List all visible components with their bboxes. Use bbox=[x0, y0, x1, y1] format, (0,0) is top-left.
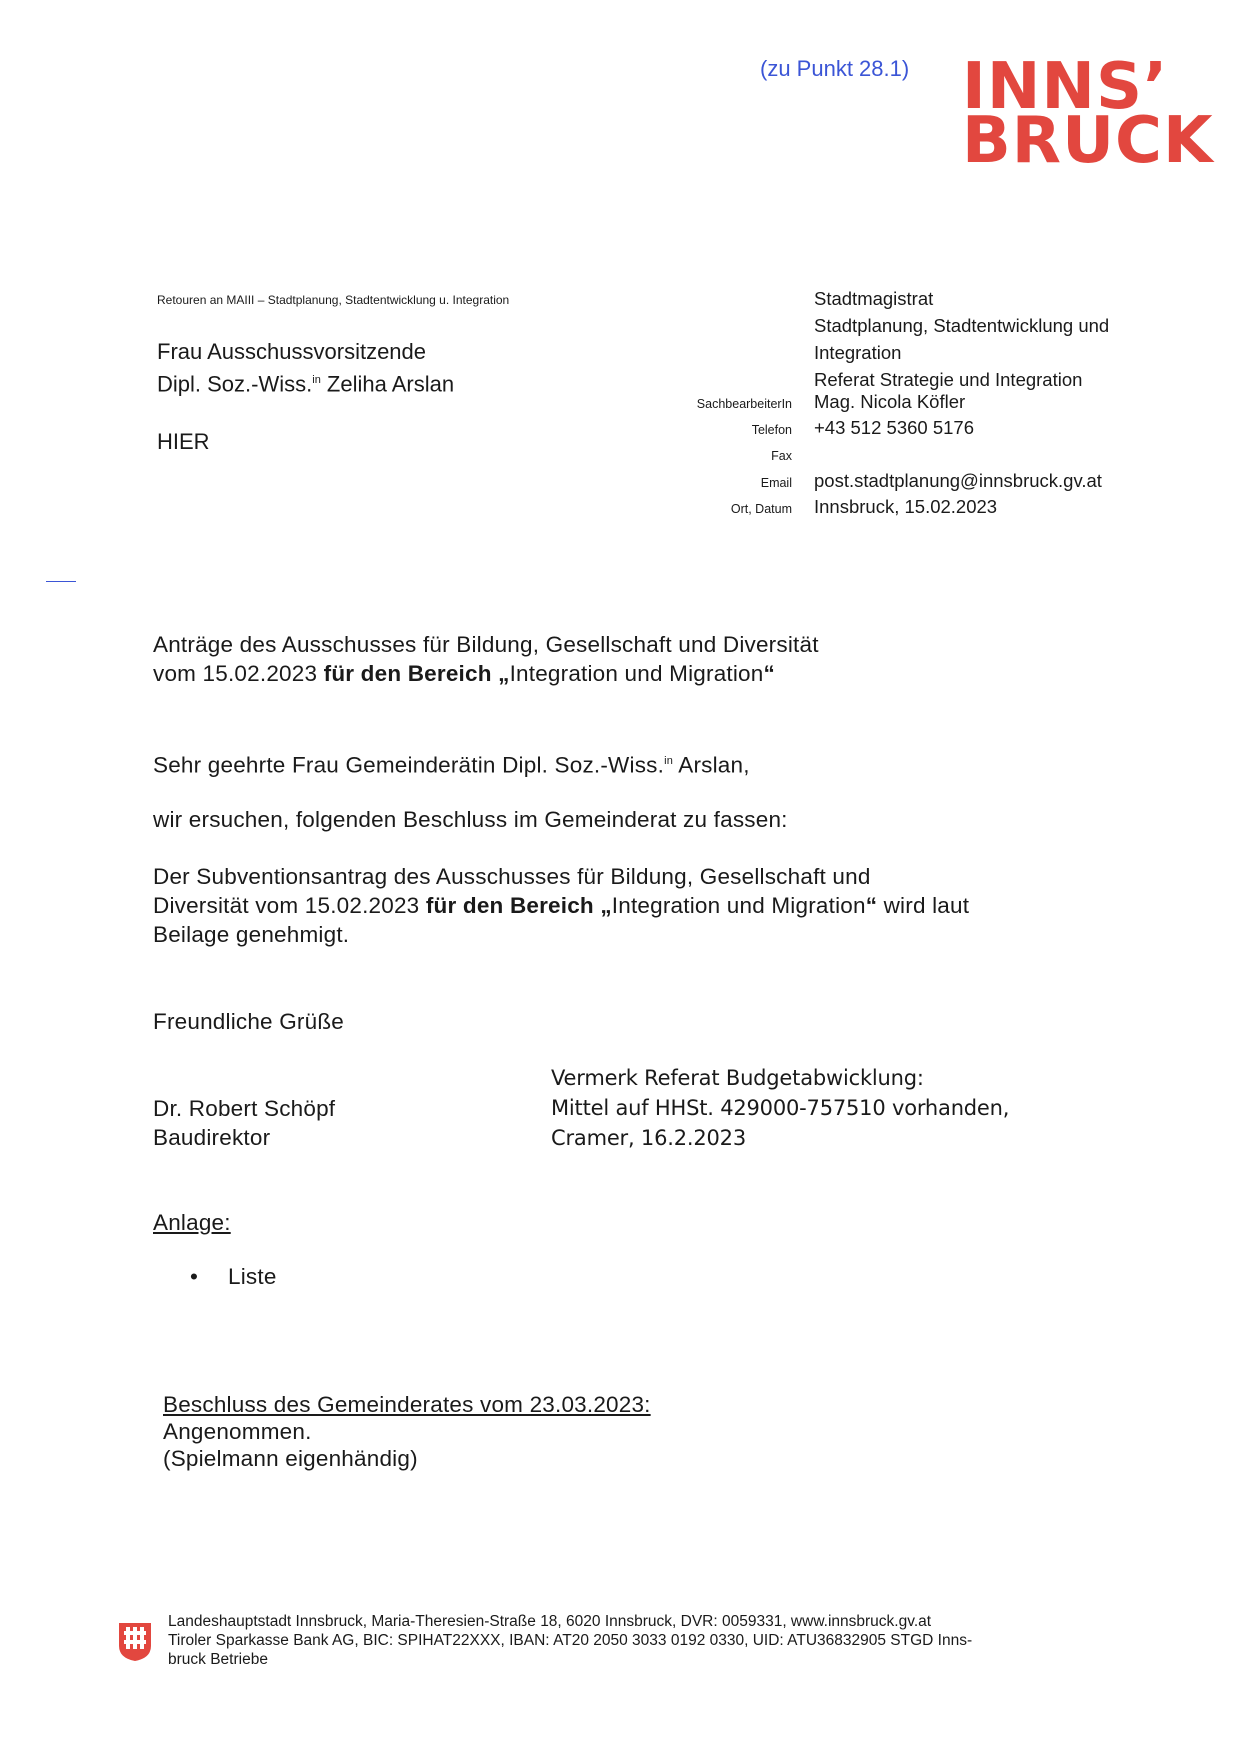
recipient-line-3: HIER bbox=[157, 429, 210, 455]
value-email: post.stadtplanung@innsbruck.gv.at bbox=[814, 470, 1102, 491]
value-place-date: Innsbruck, 15.02.2023 bbox=[814, 496, 998, 517]
sender-organisation bbox=[814, 285, 1109, 393]
sender-org-4: Referat Strategie und Integration bbox=[814, 369, 1083, 390]
city-crest-icon bbox=[118, 1622, 152, 1662]
recipient-block bbox=[157, 337, 454, 456]
label-fax: Fax bbox=[771, 449, 792, 463]
salutation: Sehr geehrte Frau Gemeinderätin Dipl. Soz.-Wiss.$^{in}$ Arslan, bbox=[153, 752, 750, 778]
resolution-line-2: Diversität vom 15.02.2023 für den Bereich „Integration und Migration“ wird laut bbox=[153, 893, 970, 918]
attachment-item-label: Liste bbox=[228, 1264, 277, 1289]
innsbruck-logo bbox=[962, 50, 1214, 178]
attachment-item bbox=[190, 1262, 277, 1291]
resolution-line-1: Der Subventionsantrag des Ausschusses für Bildung, Gesellschaft und bbox=[153, 864, 871, 889]
footer bbox=[168, 1612, 972, 1669]
sender-org-1: Stadtmagistrat bbox=[814, 288, 934, 309]
budget-note-line-2: Mittel auf HHSt. 429000-757510 vorhanden, bbox=[551, 1096, 1010, 1120]
budget-note-line-1: Vermerk Referat Budgetabwicklung: bbox=[551, 1066, 924, 1090]
fold-mark bbox=[46, 581, 76, 582]
agenda-reference: (zu Punkt 28.1) bbox=[760, 56, 910, 81]
footer-line-3: bruck Betriebe bbox=[168, 1651, 268, 1668]
resolution-text bbox=[153, 862, 969, 949]
recipient-line-1: Frau Ausschussvorsitzende bbox=[157, 339, 427, 364]
budget-note bbox=[551, 1063, 1009, 1153]
sender-org-2: Stadtplanung, Stadtentwicklung und bbox=[814, 315, 1110, 336]
label-email: Email bbox=[760, 476, 792, 490]
footer-line-2: Tiroler Sparkasse Bank AG, BIC: SPIHAT22XXX, IBAN: AT20 2050 3033 0192 0330, UID: ATU36832905 STGD Inns- bbox=[168, 1632, 973, 1649]
request-text: wir ersuchen, folgenden Beschluss im Gemeinderat zu fassen: bbox=[153, 807, 788, 832]
label-phone: Telefon bbox=[751, 423, 792, 437]
subject bbox=[153, 630, 819, 688]
signer-title: Baudirektor bbox=[153, 1125, 271, 1150]
council-decision bbox=[163, 1391, 651, 1472]
label-clerk: SachbearbeiterIn bbox=[696, 397, 792, 411]
logo-line-1: INNS’ bbox=[962, 50, 1169, 124]
recipient-line-2: Dipl. Soz.-Wiss.$^{in}$ Zeliha Arslan bbox=[157, 371, 455, 397]
resolution-line-3: Beilage genehmigt. bbox=[153, 922, 350, 947]
subject-line-2: vom 15.02.2023 für den Bereich „Integration und Migration“ bbox=[153, 661, 775, 686]
council-decision-result: Angenommen. bbox=[163, 1419, 312, 1444]
subject-line-1: Anträge des Ausschusses für Bildung, Gesellschaft und Diversität bbox=[153, 632, 819, 657]
value-clerk: Mag. Nicola Köfler bbox=[814, 391, 966, 412]
sender-org-3: Integration bbox=[814, 342, 902, 363]
return-address-line: Retouren an MAIII – Stadtplanung, Stadtentwicklung u. Integration bbox=[157, 293, 510, 307]
signer-name: Dr. Robert Schöpf bbox=[153, 1096, 336, 1121]
label-place-date: Ort, Datum bbox=[730, 502, 792, 516]
value-phone: +43 512 5360 5176 bbox=[814, 417, 974, 438]
closing: Freundliche Grüße bbox=[153, 1009, 344, 1034]
council-decision-heading: Beschluss des Gemeinderates vom 23.03.2023: bbox=[163, 1392, 651, 1417]
logo-line-2: BRUCK bbox=[962, 104, 1214, 178]
council-decision-note: (Spielmann eigenhändig) bbox=[163, 1446, 418, 1471]
budget-note-line-3: Cramer, 16.2.2023 bbox=[551, 1126, 747, 1150]
bullet-icon: • bbox=[190, 1264, 199, 1289]
footer-line-1: Landeshauptstadt Innsbruck, Maria-Theresien-Straße 18, 6020 Innsbruck, DVR: 0059331, www.innsbruck.gv.at bbox=[168, 1613, 932, 1630]
attachments-heading: Anlage: bbox=[153, 1210, 231, 1235]
signature-block bbox=[153, 1094, 335, 1152]
